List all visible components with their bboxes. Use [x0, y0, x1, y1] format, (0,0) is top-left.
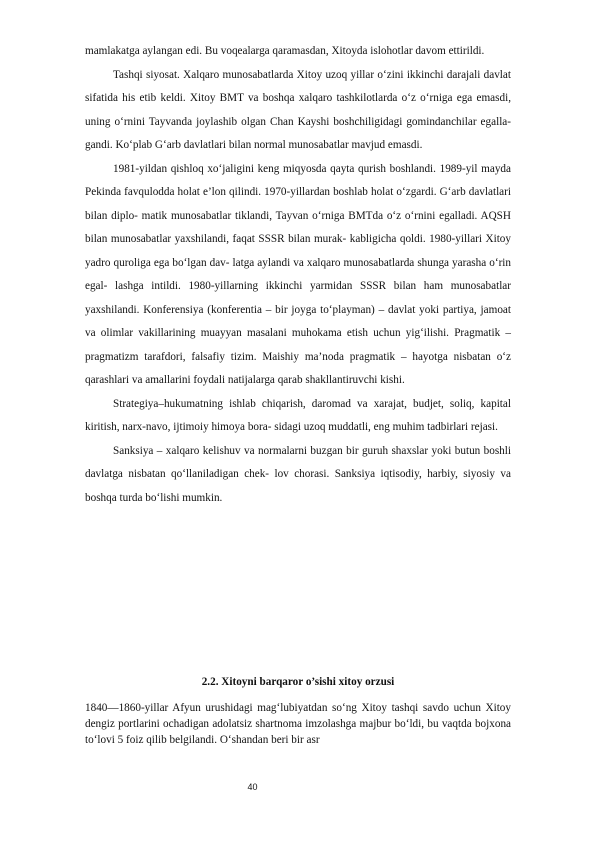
paragraph-foreign-policy: Tashqi siyosat. Xalqaro munosabatlarda Xitoy uzoq yillar o‘zini ikkinchi darajali davlat sifatida his etib keldi. Xitoy BMT va boshqa xalqaro tashkilotlarda o‘z o‘rniga ega emasdi, uning o‘rnini Tayvanda joylashib olgan Chan Kayshi boshchiligidagi gomindanchilar egalla- gandi. Ko‘plab G‘arb davlatlari bilan normal munosabatlar mavjud emasdi.: [85, 68, 511, 151]
paragraph-opium-war: 1840—1860-yillar Afyun urushidagi mag‘lubiyatdan so‘ng Xitoy tashqi savdo uchun Xitoy dengiz portlarini ochadigan adolatsiz shartnoma imzolashga majbur bo‘ldi, bu vaqtda bojxona to‘lovi 5 foiz qilib belgilandi. O‘shandan beri bir asr: [85, 702, 511, 746]
main-text-block: [85, 40, 511, 510]
section-heading: 2.2. Xitoyni barqaror o’sishi xitoy orzusi: [201, 676, 395, 688]
paragraph-reforms-relations: 1981-yildan qishloq xo‘jaligini keng miqyosda qayta qurish boshlandi. 1989-yil mayda Pekinda favqulodda holat e’lon qilindi. 1970-yillardan boshlab holat o‘zgardi. G‘arb davlatlari bilan diplo- matik munosabatlar tiklandi, Tayvan o‘rniga BMTda o‘z o‘rnini egalladi. AQSH bilan munosabatlar yaxshilandi, faqat SSSR bilan murak- kabligicha qoldi. 1980-yillari Xitoy yadro quroliga ega bo‘lgan dav- latga aylandi va xalqaro munosabatlarda shunga yarasha o‘rin egal- lashga intildi. 1980-yillarning ikkinchi yarmidan SSSR bilan ham munosabatlar yaxshilandi. Konferensiya (konferentia – bir joyga to‘playman) – davlat yoki partiya, jamoat va olimlar vakillarining muayyan masalani muhokama etish uchun yig‘ilishi. Pragmatik – pragmatizm tarafdori, falsafiy tizim. Maishiy ma’noda pragmatik – hayotga nisbatan o‘z qarashlari va amallarini foydali natijalarga qarab shakllantiruvchi kishi.: [85, 162, 511, 386]
section-text-block: [85, 700, 511, 748]
page-number: 40: [247, 782, 258, 792]
paragraph-sanction-definition: Sanksiya – xalqaro kelishuv va normalarni buzgan bir guruh shaxslar yoki butun boshli davlatga nisbatan qo‘llaniladigan chek- lov chorasi. Sanksiya iqtisodiy, harbiy, siyosiy va boshqa turda bo‘lishi mumkin.: [85, 444, 511, 504]
paragraph-continuation: mamlakatga aylangan edi. Bu voqealarga qaramasdan, Xitoyda islohotlar davom ettirildi.: [85, 45, 485, 57]
paragraph-strategy-definition: Strategiya–hukumatning ishlab chiqarish, daromad va xarajat, budjet, soliq, kapital kiritish, narx-navo, ijtimoiy himoya bora- sidagi uzoq muddatli, eng muhim tadbirlari rejasi.: [85, 397, 511, 433]
